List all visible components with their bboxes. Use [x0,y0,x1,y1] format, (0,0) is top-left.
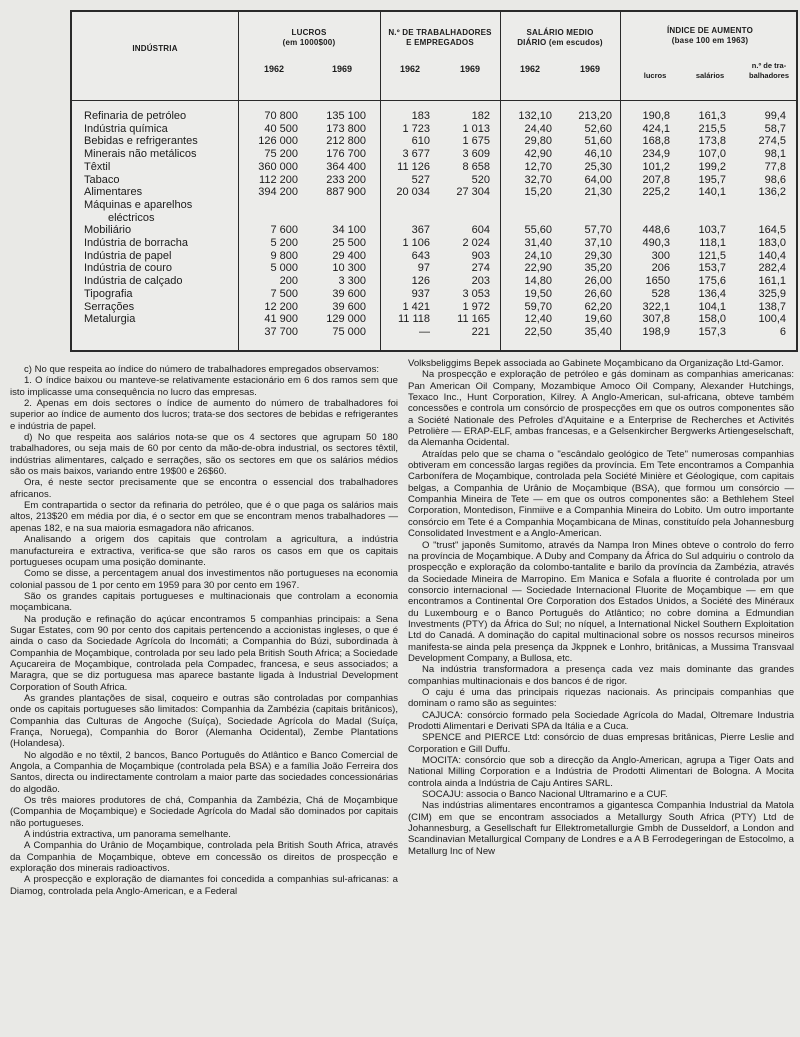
table-cell-t62: 1 421 [402,300,430,313]
paragraph: c) No que respeita ao índice do número de trabalhadores empregados observamos: [24,364,380,375]
table-cell-il: 448,6 [642,224,670,237]
table-cell-s62: 24,40 [524,122,552,135]
industry-name: Tipografia [84,287,133,300]
year-label: 1969 [579,64,601,74]
table-cell-t69: 1 013 [462,122,490,135]
table-cell-il: 490,3 [642,237,670,249]
subheader-trab-2: balhadores [748,71,789,80]
paragraph: 2. Apenas em dois sectores o índice de aumento do número de trabalhadores foi superior ao índice de aumento dos lucros; trata-se dos sectores de bebidas e refrigerantes e indústria de papel. [10,398,398,432]
table-cell-il: 528 [651,287,670,300]
table-row [72,135,796,147]
table-cell-t69: 604 [471,224,490,237]
table-cell-is: 103,7 [698,224,726,237]
header-trabalhadores-2: E EMPREGADOS [406,38,474,47]
table-cell-s62: 42,90 [524,148,552,161]
table-cell-l69: 29 400 [332,249,366,262]
table-row [72,288,796,300]
table-row [72,313,796,325]
table-cell-l69: 75 000 [332,325,366,338]
paragraph: d) No que respeita aos salários nota-se que os 4 sectores que agrupam 50 180 trabalhadores, ou seja mais de 60 por cento da mão-de-obra industrial, os sectores têxtil, indústrias alimentares, calçado e serrações, são os sectores em que os salários médios são os mais baixos, variando entre 19$00 e 26$60. [10,432,398,478]
table-cell-l69: 135 100 [326,110,366,122]
table-cell-s62: 22,50 [524,325,552,338]
header-indice: ÍNDICE DE AUMENTO [666,26,754,35]
paragraph: Na prospecção e exploração de petróleo e gás dominam as companhias americanas: Pan American Oil Company, Mozambique Amoco Oil Company, Alexander Hutchings, Texaco Inc., Hunt Corporation, Kilrey. A Anglo-American, sul-africana, obteve também concessões e controla um consórcio de prospecções em que os outros componentes são a Société Nationale des Pefroles d'Aquitaine e a Enterprise de Recherches et Activités Petrolière — ERAP-ELF, ambas francesas, e a Gelsenkircher Bergwerks Artiengeselschaft, da Alemanha Ocidental. [408,369,794,449]
table-cell-is: 195,7 [698,173,726,186]
table-cell-is: 136,4 [698,287,726,300]
table-cell-it: 6 [779,325,786,338]
table-cell-t62: 937 [411,287,430,300]
year-label: 1969 [459,64,481,74]
table-cell-s62: 22,90 [524,262,552,275]
table-row [72,110,796,122]
table-cell-l62: 9 800 [270,249,298,262]
paragraph: Atraídas pelo que se chama o "escândalo geológico de Tete" numerosas companhias obtiveram em concessão largas regiões da província. Em Tete encontramos a Companhia Carbonífera de Moçambique, controlada pela Société Minière et Géologique, com capitais belgas, a Companhia de Urânio de Moçambique (BSA), que formou um consórcio — Companhia Mineira de Tete — em que os outros componentes são: a Bethlehem Steel Corporation, Montedison, Finmiive e a Companhia Mineira do Lobito. Um outro importante consórcio em Tete é a Companhia Moçambicana de Minas, constituído pela Johannesburg Consolidated Investment e a Anglo-American. [408,448,794,540]
paragraph: Nas indústrias alimentares encontramos a gigantesca Companhia Industrial da Matola (CIM) em que se encontram associados a Metallurgy South Africa (PTY) Ltd de Johannesburg, a Gesellschaft fur Ellektrometallurgie Gmbh de Dusseldorf, a London and Scandinavian Metallurgical Company de Londres e a A B Ferrodegeringan de Estocolmo, a Metallurg Inc of New [408,800,794,857]
table-row [72,161,796,173]
industry-name: Tabaco [84,173,120,186]
table-cell-it: 100,4 [758,313,786,326]
paragraph: SOCAJU: associa o Banco Nacional Ultramarino e a CUF. [422,789,668,801]
table-cell-s69: 37,10 [584,237,612,249]
table-cell-is: 173,8 [698,135,726,148]
table-cell-t69: 2 024 [462,237,490,249]
table-cell-s69: 26,60 [584,287,612,300]
industry-name: Mobiliário [84,224,132,237]
table-cell-is: 175,6 [698,275,726,288]
table-cell-s62: 31,40 [524,237,552,249]
table-cell-s62: 14,80 [524,275,552,288]
table-cell-il: 424,1 [642,122,670,135]
table-cell-is: 118,1 [699,237,726,249]
table-cell-l62: 5 200 [270,237,298,249]
table-cell-it: 58,7 [764,122,786,135]
table-row [72,224,796,236]
table-cell-l69: 39 600 [332,287,366,300]
table-cell-t62: 527 [411,173,430,186]
table-cell-t62: 126 [411,275,430,288]
industry-name: Bebidas e refrigerantes [84,135,198,148]
table-cell-l69: 173 800 [326,122,366,135]
table-cell-it: 98,1 [764,148,786,161]
table-cell-t62: 367 [411,224,430,237]
table-row [72,212,796,224]
table-cell-t62: 1 723 [402,122,430,135]
paragraph: A Companhia do Urânio de Moçambique, controlada pela British South Africa, através da Companhia de Moçambique, obteve em concessão os direitos de prospecção e exploração dos minerais radioactivos. [10,840,398,875]
table-cell-il: 168,8 [642,135,670,148]
table-cell-s69: 46,10 [584,148,612,161]
table-cell-is: 157,3 [698,325,726,338]
industry-name: Indústria de borracha [84,237,188,249]
table-cell-it: 161,1 [758,275,786,288]
table-cell-l69: 39 600 [332,300,366,313]
paragraph: A prospecção e exploração de diamantes foi concedida a companhias sul-africanas: a Diamog, controlada pela Anglo-American, e a Federal [10,874,398,897]
table-cell-l69: 10 300 [332,262,366,275]
table-row [72,262,796,274]
year-label: 1962 [519,64,541,74]
table-row [72,301,796,313]
table-cell-l62: 70 800 [264,110,298,122]
year-label: 1962 [399,64,421,74]
table-row [72,199,796,211]
paragraph: CAJUCA: consórcio formado pela Sociedade Agrícola do Madal, Oltremare Industria Prodotti Alimentari e Derivati SPA da Itália e a Cuca. [408,709,794,732]
table-row [72,250,796,262]
table-cell-l62: 360 000 [258,160,298,173]
table-cell-l62: 12 200 [264,300,298,313]
header-lucros-unit: (em 1000$00) [282,38,336,47]
table-cell-s62: 15,20 [524,186,552,199]
table-cell-is: 215,5 [698,122,726,135]
table-cell-l62: 7 500 [270,287,298,300]
table-cell-l62: 40 500 [264,122,298,135]
subheader-trab-1: n.º de tra- [751,61,787,70]
table-cell-t69: 1 972 [462,300,490,313]
table-cell-s62: 12,40 [524,313,552,326]
header-indice-2: (base 100 em 1963) [671,36,749,45]
header-industria: INDÚSTRIA [132,44,178,53]
text-column-right [408,358,794,857]
paragraph: Volksbeliggims Bepek associada ao Gabinete Moçambicano da Organização Ltd-Gamor. [408,358,784,369]
table-cell-t69: 3 053 [462,287,490,300]
table-cell-il: 307,8 [642,313,670,326]
table-cell-s62: 19,50 [524,287,552,300]
year-label: 1962 [263,64,285,74]
table-cell-t62: 610 [411,135,430,148]
table-cell-s62: 12,70 [524,160,552,173]
header-divider [72,100,796,101]
paragraph: A indústria extractiva, um panorama semelhante. [24,829,231,841]
table-cell-il: 225,2 [642,186,670,199]
paragraph: O caju é uma das principais riquezas nacionais. As principais companhias que dominam o ramo são as seguintes: [408,686,794,710]
paragraph: Na indústria transformadora a presença cada vez mais dominante das grandes companhias multinacionais e dos bancos é de rigor. [408,664,794,687]
table-cell-s69: 62,20 [584,300,612,313]
table-cell-s69: 64,00 [584,173,612,186]
table-cell-s69: 21,30 [584,186,612,199]
table-cell-t62: 1 106 [402,237,430,249]
table-cell-l62: 394 200 [258,186,298,199]
table-cell-t62: 3 677 [402,148,430,161]
table-cell-l62: 200 [279,275,298,288]
table-cell-t69: 1 675 [462,135,490,148]
table-row [72,186,796,198]
table-cell-t62: 11 126 [397,160,430,173]
table-cell-s69: 19,60 [584,313,612,326]
table-cell-l62: 5 000 [270,262,298,275]
table-cell-s62: 59,70 [524,300,552,313]
industry-name: Máquinas e aparelhos [84,198,193,211]
table-cell-s62: 55,60 [524,224,552,237]
table-cell-t69: 8 658 [462,160,490,173]
table-cell-t62: 11 118 [397,313,430,326]
table-row [72,148,796,160]
table-cell-s62: 29,80 [524,135,552,148]
table-cell-il: 1650 [645,275,670,288]
table-cell-is: 161,3 [698,110,726,122]
table-cell-s69: 35,20 [584,262,612,275]
table-cell-is: 104,1 [698,300,726,313]
table-cell-t69: 221 [471,325,490,338]
industry-name: eléctricos [108,211,155,224]
table-cell-t69: 203 [471,275,490,288]
table-cell-l69: 212 800 [326,135,366,148]
industry-name: Metalurgia [84,313,136,326]
table-cell-s62: 132,10 [518,110,552,122]
table-row [72,174,796,186]
table-cell-l62: 112 200 [259,173,298,186]
table-cell-is: 121,5 [698,249,726,262]
industry-name: Indústria de couro [84,262,173,275]
paragraph: MOCITA: consórcio que sob a direcção da Anglo-American, agrupa a Tiger Oats and National Milling Corporation e a Indústria de Prodotti Alimentari de Bologna. A Mocita controla ainda a Indústria de Caju Antires SARL. [408,755,794,789]
statistics-table [70,10,798,352]
table-cell-il: 207,8 [642,173,670,186]
table-cell-s62: 32,70 [524,173,552,186]
table-cell-l62: 37 700 [264,325,298,338]
table-cell-t69: 182 [471,110,490,122]
table-cell-t69: 11 165 [457,313,490,326]
table-cell-t62: — [419,325,430,338]
table-cell-l69: 233 200 [326,173,366,186]
industry-name: Têxtil [84,160,111,173]
table-cell-l69: 887 900 [326,186,366,199]
table-cell-s62: 24,10 [524,249,552,262]
header-lucros: LUCROS [291,28,327,37]
table-cell-il: 206 [651,262,670,275]
table-cell-t62: 643 [411,249,430,262]
table-cell-il: 101,2 [642,160,670,173]
industry-name: Indústria de papel [84,249,172,262]
paragraph: Na produção e refinação do açúcar encontramos 5 companhias principais: a Sena Sugar Estates, com 90 por cento dos capitais pertencendo a accionistas ingleses, o que é ainda o caso da Sociedade Agrícola do Incomáti; a Companhia do Búzi, subordinada à Companhia de Moçambique, controlada por seu lado pela British South Africa; a Sociedade Açucareira de Moçambique, controlada pela Compadec, francesa, e seus associados; a Maragra, que se diz portuguesa mas aparece bastante ligada à Industrial Development Corporation of South Africa. [10,613,398,693]
text-column-left [10,364,398,897]
year-label: 1969 [331,64,353,74]
table-cell-t62: 20 034 [396,186,430,199]
table-row [72,123,796,135]
industry-name: Indústria de calçado [84,275,183,288]
paragraph: 1. O índice baixou ou manteve-se relativamente estacionário em 6 dos ramos sem que isto implicasse uma consequência no lucro das empresas. [10,375,398,398]
table-cell-t69: 903 [471,249,490,262]
industry-name: Serrações [84,300,135,313]
table-cell-it: 138,7 [758,300,786,313]
table-cell-s69: 57,70 [584,224,612,237]
table-cell-it: 140,4 [758,249,786,262]
table-cell-is: 153,7 [698,262,726,275]
header-salario-2: DIÁRIO (em escudos) [517,38,603,47]
table-cell-t69: 274 [471,262,490,275]
table-cell-it: 325,9 [758,287,786,300]
paragraph: Ora, é neste sector precisamente que se encontra o essencial dos trabalhadores africanos. [10,477,398,500]
table-cell-l69: 129 000 [326,313,366,326]
table-cell-it: 282,4 [758,262,786,275]
paragraph: Em contrapartida o sector da refinaria do petróleo, que é o que paga os salários mais altos, 213$20 em média por dia, é o sector em que se encontram menos trabalhadores — apenas 182, e na sua maioria esmagadora não africanos. [10,500,398,534]
table-cell-it: 274,5 [758,135,786,148]
table-cell-l69: 364 400 [326,160,366,173]
table-cell-l62: 75 200 [264,148,298,161]
table-cell-it: 77,8 [764,160,786,173]
table-cell-l62: 41 900 [264,313,298,326]
header-salario: SALÁRIO MEDIO [526,28,594,37]
table-row [72,326,796,338]
table-cell-it: 99,4 [764,110,786,122]
table-cell-l69: 176 700 [326,148,366,161]
table-cell-t62: 97 [417,262,430,275]
table-cell-it: 183,0 [758,237,786,249]
table-cell-il: 300 [651,249,670,262]
paragraph: O "trust" japonês Sumitomo, através da Nampa Iron Mines obteve o controlo do ferro na província de Moçambique. A Duby and Company da África do Sul adquiriu o controlo da prospecção e exploração da colombo-tantalite e barilo da província da Zambézia, através da Sociedade Mineira de Marropino. Em Manica e Sofala a fluorite é controlada por um consorcio internacional — Sociedade Internacional Fluorite de Moçambique — em que encontramos a Continental Ore Corporation dos Estados Unidos, a Société des Minéraux du Luxembourg e o Banco Português do Atlântico; no cobre domina a Edmundian Investments (PTY) da África do Sul; no níquel, a International Nickel Southern Exploitation Ltd do Canadá. A dominação do capital multinacional sobre os nossos recursos mineiros manifesta-se ainda pela presença da Jkppnek e Lonhro, britânicas, a Mussima Transvaal Development Company, a Bullosa, etc. [408,539,794,664]
paragraph: No algodão e no têxtil, 2 bancos, Banco Português do Atlântico e Banco Comercial de Angola, a Companhia de Moçambique (controlada pela BSA) e a família João Ferreira dos Santos, directa ou indirectamente controlam a maior parte das sociedades concessionárias do algodão. [10,749,398,795]
table-cell-s69: 52,60 [584,122,612,135]
paragraph: Os três maiores produtores de chá, Companhia da Zambézia, Chá de Moçambique (Companhia de Moçambique) e Sociedade Agrícola do Madal são dominados por capitais não portugueses. [10,795,398,829]
table-cell-s69: 35,40 [584,325,612,338]
table-cell-l62: 7 600 [270,224,298,237]
table-cell-is: 158,0 [698,313,726,326]
table-cell-il: 198,9 [642,325,670,338]
paragraph: Como se disse, a percentagem anual dos investimentos não portugueses na economia colonial passou de 1 por cento em 1959 para 30 por cento em 1967. [10,568,398,591]
paragraph: SPENCE and PIERCE Ltd: consórcio de duas empresas britânicas, Pierre Leslie and Corporation e Gill Duffu. [408,732,794,755]
table-row [72,275,796,287]
subheader-salarios: salários [695,71,725,80]
table-cell-s69: 25,30 [584,160,612,173]
table-cell-it: 164,5 [758,224,786,237]
industry-name: Refinaria de petróleo [84,110,187,122]
table-cell-s69: 51,60 [584,135,612,148]
table-cell-s69: 29,30 [584,249,612,262]
table-cell-s69: 213,20 [578,110,612,122]
table-cell-it: 136,2 [758,186,786,199]
industry-name: Alimentares [84,186,143,199]
table-cell-t69: 3 609 [462,148,490,161]
table-cell-t69: 27 304 [456,186,490,199]
table-row [72,237,796,249]
table-cell-is: 140,1 [698,186,726,199]
table-cell-il: 234,9 [642,148,670,161]
table-cell-it: 98,6 [764,173,786,186]
subheader-lucros: lucros [643,71,667,80]
industry-name: Minerais não metálicos [84,148,197,161]
paragraph: As grandes plantações de sisal, coqueiro e outras são controladas por companhias onde os capitais portugueses são limitados: Companhia da Zambézia (capitais britânicos), Companhia das Culturas de Angoche (Suíça), Sociedade Agrícola do Madal (Suíça, França, Noruega), Companhia do Boror (Alemanha Ocidental), Zembe Plantations (Holandesa). [10,692,398,750]
table-cell-il: 190,8 [642,110,670,122]
table-cell-l69: 3 300 [338,275,366,288]
table-cell-is: 199,2 [698,160,726,173]
header-trabalhadores: N.º DE TRABALHADORES [388,28,492,37]
table-cell-l62: 126 000 [258,135,298,148]
table-cell-il: 322,1 [642,300,670,313]
industry-name: Indústria química [84,122,168,135]
paragraph: São os grandes capitais portugueses e multinacionais que controlam a economia moçambicana. [10,590,398,614]
paragraph: Analisando a origem dos capitais que controlam a agricultura, a indústria manufactureira e extractiva, verifica-se que são raros os casos em que os capitais portugueses ocupam uma posição dominante. [10,534,398,568]
table-cell-l69: 34 100 [332,224,366,237]
table-cell-t62: 183 [411,110,430,122]
table-cell-t69: 520 [471,173,490,186]
table-cell-s69: 26,00 [584,275,612,288]
table-cell-is: 107,0 [698,148,726,161]
table-cell-l69: 25 500 [332,237,366,249]
